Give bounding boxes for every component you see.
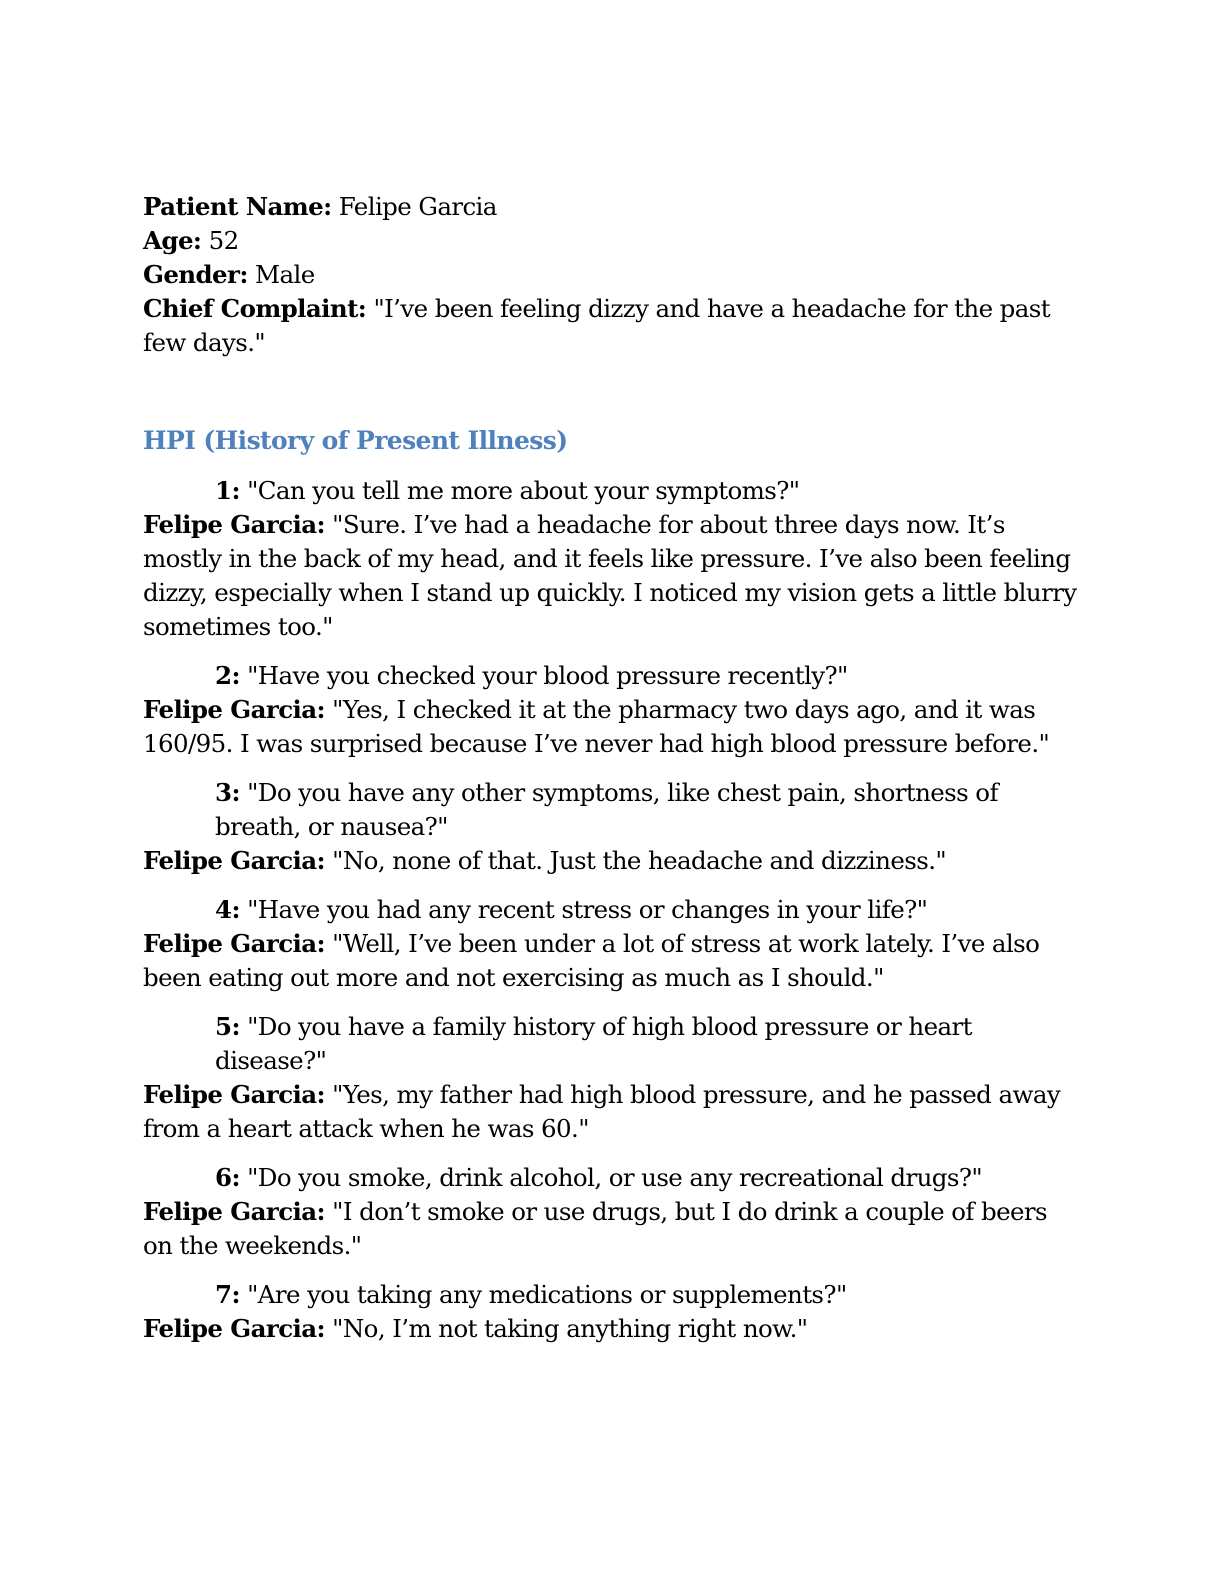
question-number: 7: [215, 1280, 240, 1309]
qa-entry [143, 1010, 1083, 1146]
hpi-qa-list [143, 474, 1083, 1346]
answer-text: "Well, I’ve been under a lot of stress at work lately. I’ve also been eating out more and not exercising as much as I should." [143, 929, 1040, 992]
qa-entry [143, 893, 1083, 995]
question-line [143, 474, 1083, 508]
question-number: 4: [215, 895, 240, 924]
answer-speaker: Felipe Garcia: [143, 1197, 325, 1226]
answer-line [143, 1078, 1083, 1146]
question-line [143, 659, 1083, 693]
document-page [143, 190, 1083, 1361]
question-line [143, 893, 1083, 927]
question-number: 1: [215, 476, 240, 505]
question-line [143, 1010, 1083, 1078]
question-line [143, 1278, 1083, 1312]
hpi-section-title: HPI (History of Present Illness) [143, 426, 568, 455]
patient-name-value: Felipe Garcia [338, 192, 497, 221]
gender-value: Male [255, 260, 315, 289]
answer-speaker: Felipe Garcia: [143, 510, 325, 539]
question-number: 2: [215, 661, 240, 690]
answer-text: "No, I’m not taking anything right now." [332, 1314, 808, 1343]
age-field [143, 224, 1083, 258]
answer-line [143, 693, 1083, 761]
answer-text: "Yes, I checked it at the pharmacy two days ago, and it was 160/95. I was surprised because I’ve never had high blood pressure before." [143, 695, 1050, 758]
patient-name-label: Patient Name: [143, 192, 332, 221]
age-value: 52 [208, 226, 239, 255]
qa-entry [143, 474, 1083, 644]
question-number: 6: [215, 1163, 240, 1192]
question-text: "Have you had any recent stress or changes in your life?" [247, 895, 928, 924]
qa-entry [143, 1161, 1083, 1263]
answer-text: "Sure. I’ve had a headache for about three days now. It’s mostly in the back of my head, and it feels like pressure. I’ve also been feeling dizzy, especially when I stand up quickly. I noticed my vision gets a little blurry sometimes too." [143, 510, 1077, 641]
answer-line [143, 927, 1083, 995]
gender-field [143, 258, 1083, 292]
question-text: "Have you checked your blood pressure recently?" [247, 661, 848, 690]
chief-complaint-field [143, 292, 1083, 360]
question-number: 5: [215, 1012, 240, 1041]
qa-entry [143, 659, 1083, 761]
patient-name-field [143, 190, 1083, 224]
answer-speaker: Felipe Garcia: [143, 1080, 325, 1109]
question-text: "Are you taking any medications or supplements?" [247, 1280, 847, 1309]
answer-text: "No, none of that. Just the headache and dizziness." [332, 846, 947, 875]
question-text: "Can you tell me more about your symptoms?" [247, 476, 800, 505]
chief-complaint-value: "I’ve been feeling dizzy and have a headache for the past few days." [143, 294, 1050, 357]
answer-speaker: Felipe Garcia: [143, 929, 325, 958]
chief-complaint-label: Chief Complaint: [143, 294, 367, 323]
patient-info [143, 190, 1083, 360]
question-number: 3: [215, 778, 240, 807]
answer-line [143, 508, 1083, 644]
age-label: Age: [143, 226, 202, 255]
answer-speaker: Felipe Garcia: [143, 846, 325, 875]
question-text: "Do you have a family history of high blood pressure or heart disease?" [215, 1012, 972, 1075]
answer-text: "I don’t smoke or use drugs, but I do drink a couple of beers on the weekends." [143, 1197, 1047, 1260]
question-line [143, 776, 1083, 844]
answer-text: "Yes, my father had high blood pressure, and he passed away from a heart attack when he was 60." [143, 1080, 1061, 1143]
qa-entry [143, 1278, 1083, 1346]
answer-speaker: Felipe Garcia: [143, 695, 325, 724]
answer-line [143, 1195, 1083, 1263]
question-text: "Do you smoke, drink alcohol, or use any recreational drugs?" [247, 1163, 983, 1192]
question-line [143, 1161, 1083, 1195]
question-text: "Do you have any other symptoms, like chest pain, shortness of breath, or nausea?" [215, 778, 998, 841]
answer-line [143, 844, 1083, 878]
answer-line [143, 1312, 1083, 1346]
answer-speaker: Felipe Garcia: [143, 1314, 325, 1343]
gender-label: Gender: [143, 260, 248, 289]
qa-entry [143, 776, 1083, 878]
